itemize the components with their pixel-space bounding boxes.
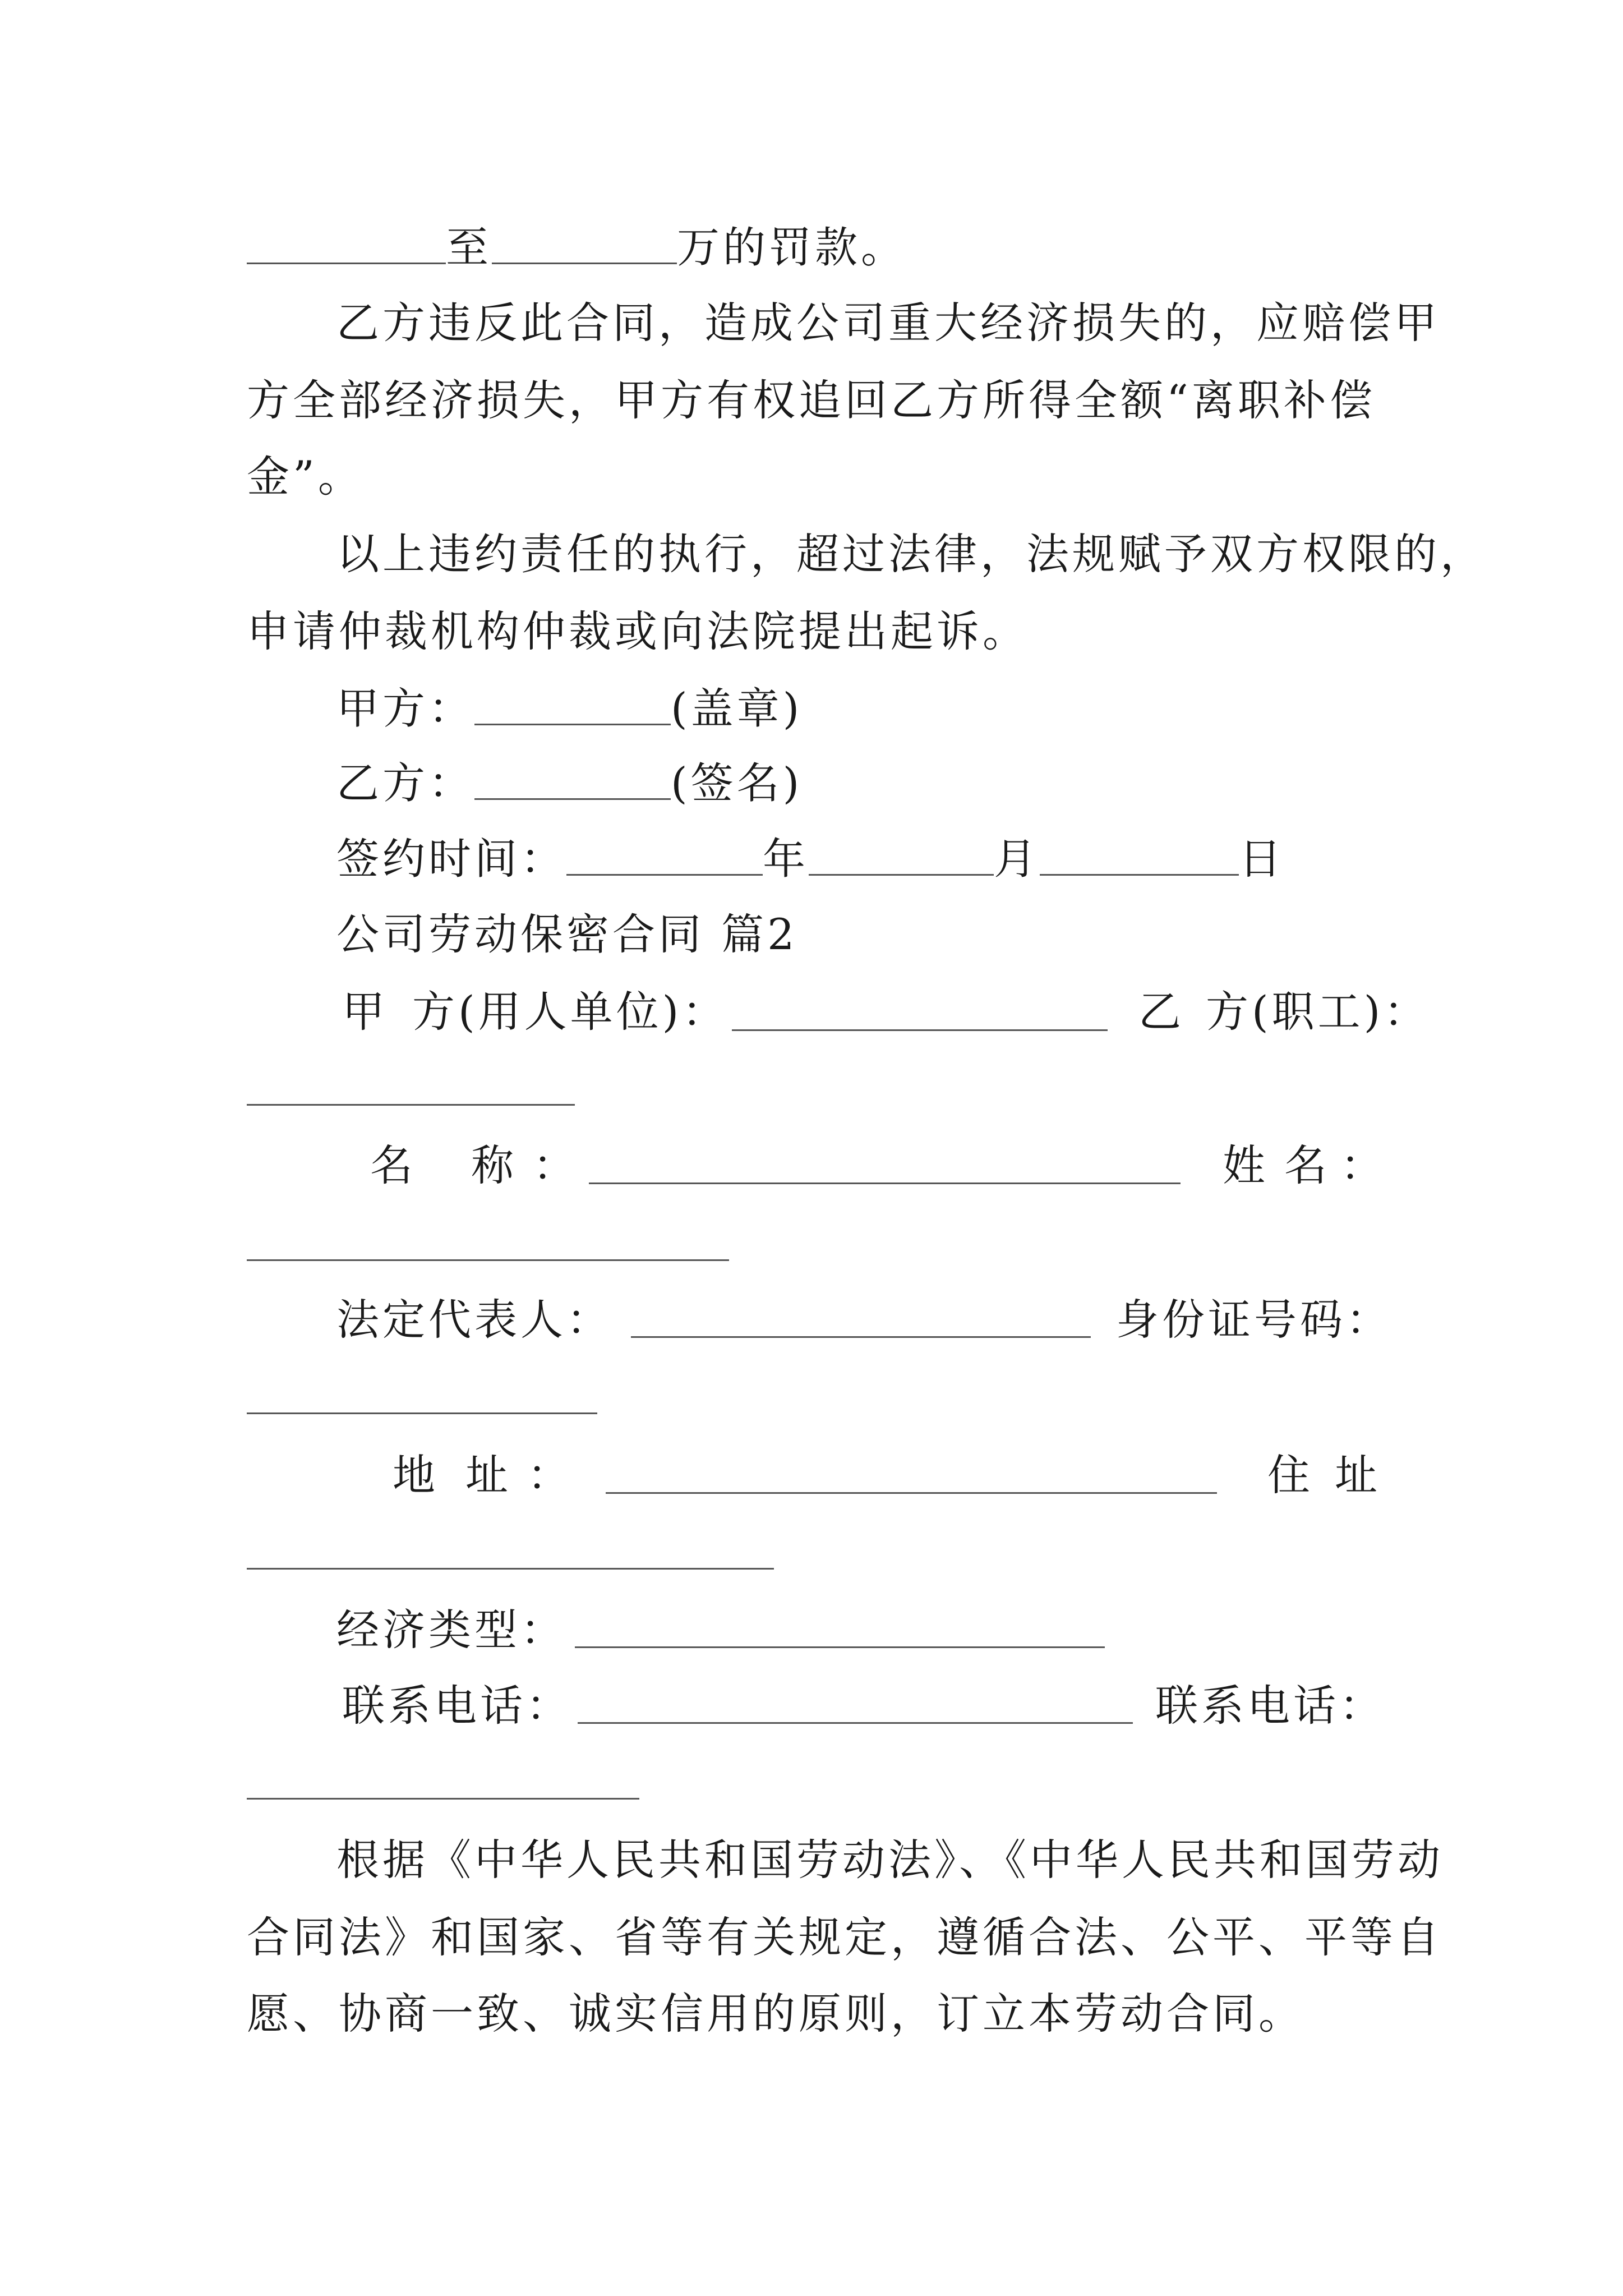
company-name-blank[interactable]: [589, 1182, 1181, 1184]
party-b-sign-suffix: (签名): [671, 758, 803, 808]
day-label: 日: [1239, 834, 1285, 884]
party-b-label: 乙方：: [336, 758, 474, 808]
legal-basis-paragraph-line-3: 愿、协商一致、诚实信用的原则，订立本劳动合同。: [247, 1989, 1304, 2039]
penalty-line: [247, 222, 907, 273]
company-address-colon: ：: [527, 1450, 573, 1500]
penalty-to-text: 至: [446, 222, 492, 273]
employee-name-label-char2: 名: [1284, 1140, 1330, 1190]
year-label: 年: [763, 834, 809, 884]
company-name-label-char2: 称: [471, 1140, 517, 1190]
party-a-label: 甲方：: [336, 683, 474, 734]
employee-name-blank[interactable]: [247, 1259, 729, 1261]
party-b-signature-line: [336, 758, 803, 808]
company-address-label-char2: 址: [465, 1450, 511, 1500]
employee-phone-label: 联系电话：: [1155, 1681, 1385, 1731]
residence-label-char1: 住: [1267, 1450, 1313, 1500]
penalty-min-blank[interactable]: [247, 224, 446, 264]
legal-basis-paragraph-line-2: 合同法》和国家、省等有关规定，遵循合法、公平、平等自: [247, 1912, 1442, 1962]
employer-phone-label: 联系电话：: [342, 1681, 572, 1731]
employee-blank[interactable]: [247, 1104, 575, 1106]
party-b-sign-blank[interactable]: [474, 760, 671, 800]
employee-label: 方(职工)：: [1206, 987, 1430, 1037]
party-a-signature-line: [336, 683, 803, 734]
party-a-seal-suffix: (盖章): [671, 683, 803, 734]
company-name-colon: ：: [533, 1140, 579, 1190]
residence-label-char2: 址: [1335, 1450, 1381, 1500]
employer-label: 方(用人单位)：: [412, 987, 728, 1037]
employee-name-label-char1: 姓: [1223, 1140, 1269, 1190]
employee-label-char1: 乙: [1138, 987, 1184, 1037]
economy-type-blank[interactable]: [575, 1646, 1105, 1648]
employer-blank[interactable]: [732, 1029, 1108, 1031]
liability-paragraph-line-1: 以上违约责任的执行，超过法律，法规赋予双方权限的，: [336, 529, 1486, 579]
month-label: 月: [994, 834, 1040, 884]
economy-type-label: 经济类型：: [336, 1605, 566, 1655]
year-blank[interactable]: [566, 836, 763, 876]
liability-paragraph-line-2: 申请仲裁机构仲裁或向法院提出起诉。: [247, 606, 1029, 656]
employer-label-char1: 甲: [342, 987, 388, 1037]
breach-paragraph-line-3: 金”。: [247, 452, 364, 501]
signing-date-line: [336, 834, 1285, 884]
legal-basis-paragraph-line-1: 根据《中华人民共和国劳动法》、《中华人民共和国劳动: [336, 1835, 1444, 1885]
day-blank[interactable]: [1040, 836, 1239, 876]
breach-paragraph-line-2: 方全部经济损失，甲方有权追回乙方所得全额“离职补偿: [247, 375, 1376, 425]
legal-rep-blank[interactable]: [631, 1336, 1091, 1338]
company-name-label-char1: 名: [370, 1140, 416, 1190]
company-address-label-char1: 地: [393, 1450, 439, 1500]
month-blank[interactable]: [809, 836, 994, 876]
residence-blank[interactable]: [247, 1568, 774, 1570]
section-title: 公司劳动保密合同 篇2: [336, 909, 798, 959]
employee-name-colon: ：: [1340, 1140, 1386, 1190]
id-number-label: 身份证号码：: [1116, 1295, 1392, 1345]
id-number-blank[interactable]: [247, 1412, 597, 1414]
employer-phone-blank[interactable]: [578, 1722, 1133, 1724]
penalty-tail-text: 万的罚款。: [677, 222, 907, 273]
party-a-seal-blank[interactable]: [474, 685, 671, 725]
company-address-blank[interactable]: [606, 1492, 1217, 1494]
penalty-max-blank[interactable]: [492, 224, 677, 264]
employee-phone-blank[interactable]: [247, 1798, 639, 1800]
legal-rep-label: 法定代表人：: [336, 1295, 612, 1345]
signing-date-label: 签约时间：: [336, 834, 566, 884]
breach-paragraph-line-1: 乙方违反此合同，造成公司重大经济损失的，应赔偿甲: [336, 298, 1440, 348]
